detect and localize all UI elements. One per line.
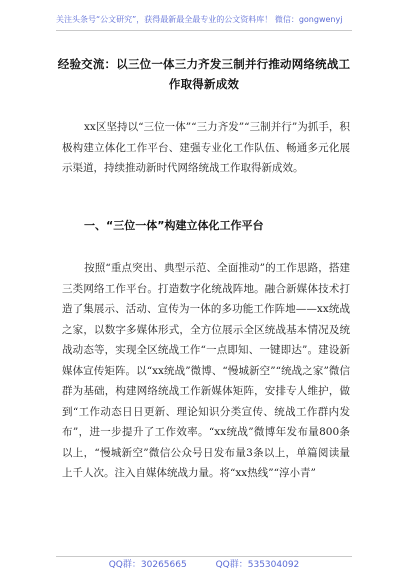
intro-paragraph	[62, 117, 350, 179]
body-paragraph-text: 按照“重点突出、典型示范、全面推动”的工作思路，搭建三类网络工作平台。打造数字化统战阵地。融合新媒体技术打造了集展示、活动、宣传为一体的多功能工作阵地——xx统战之家，以数字多媒体形式，全方位展示全区统战基本情况及统战动态等，实现全区统战工作“一点即知、一键即达”。建设新媒体宣传矩阵。以“xx统战”微博、“慢城新空”“统战之家”微信群为基础，构建网络统战工作新媒体矩阵，安排专人维护，做到“工作动态日日更新、理论知识分类宣传、统战工作群内发布”，进一步提升了工作效率。“xx统战”微博年发布量800条以上，“慢城新空”微信公众号日发布量3条以上，单篇阅读量上千人次。注入自媒体统战力量。将“xx热线”“淳小青”	[62, 262, 350, 479]
footer-divider	[56, 556, 352, 557]
title-line-2: 作取得新成效	[168, 77, 240, 91]
section-heading: 一、“三位一体”构建立体化工作平台	[84, 219, 264, 232]
document-title	[56, 54, 352, 94]
qq-group-2: QQ群：535304092	[215, 560, 300, 570]
qq-group-1: QQ群：30265665	[108, 560, 187, 570]
body-paragraph	[62, 258, 350, 484]
footer-contact	[56, 559, 352, 571]
intro-paragraph-text: xx区坚持以“三位一体”“三力齐发”“三制并行”为抓手，积极构建立体化工作平台、建强专业化工作队伍、畅通多元化展示渠道，持续推动新时代网络统战工作取得新成效。	[62, 121, 350, 174]
promo-banner: 关注头条号“公文研究”，获得最新最全最专业的公文资料库！ 微信：gongwenyj	[56, 15, 343, 24]
title-line-1: 经验交流：以三位一体三力齐发三制并行推动网络统战工	[57, 57, 351, 71]
header-divider	[56, 30, 352, 31]
